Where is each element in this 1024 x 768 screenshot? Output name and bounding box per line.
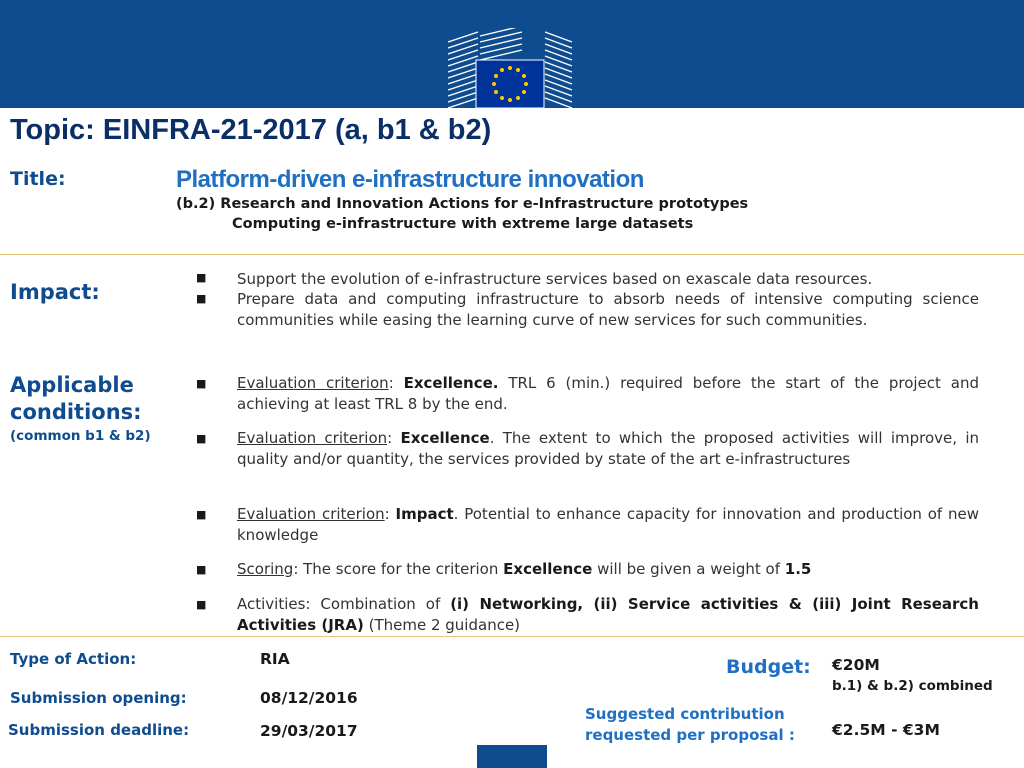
eval-criterion-link: Evaluation criterion bbox=[237, 505, 385, 523]
impact-item-2: Prepare data and computing infrastructure to absorb needs of intensive computing science communities while easing the learning curve of new services for such communities. bbox=[237, 290, 979, 329]
scoring-text-2: will be given a weight of bbox=[597, 560, 781, 578]
european-commission-logo bbox=[440, 28, 580, 108]
bullet-square: ■ bbox=[196, 432, 207, 445]
suggested-line-1: Suggested contribution bbox=[585, 705, 785, 723]
budget-note: b.1) & b.2) combined bbox=[832, 678, 993, 694]
conditions-label-line2: conditions: bbox=[10, 400, 142, 424]
bullet-square: ■ bbox=[196, 377, 207, 390]
topic-heading: Topic: EINFRA-21-2017 (a, b1 & b2) bbox=[10, 114, 492, 146]
bullet-square: ■ bbox=[196, 271, 207, 284]
condition-3-bold: Impact bbox=[395, 505, 454, 523]
scoring-bold: Excellence bbox=[503, 560, 593, 578]
divider-bottom bbox=[0, 636, 1024, 637]
impact-label: Impact: bbox=[10, 280, 100, 304]
scoring-text: : The score for the criterion bbox=[293, 560, 499, 578]
condition-3-text: . Potential to enhance capacity for innovation and production of new knowledge bbox=[237, 505, 979, 544]
budget-label: Budget: bbox=[726, 656, 811, 678]
type-of-action-value: RIA bbox=[260, 650, 290, 668]
condition-item-3: Evaluation criterion: Impact. Potential to enhance capacity for innovation and production of new knowledge bbox=[237, 505, 979, 544]
submission-opening-label: Submission opening: bbox=[10, 689, 187, 707]
eval-criterion-link: Evaluation criterion bbox=[237, 374, 389, 392]
conditions-label-line1: Applicable bbox=[10, 373, 134, 397]
title-subline-1 bbox=[176, 196, 748, 212]
condition-2-bold: Excellence bbox=[400, 429, 490, 447]
activities-bold: (i) Networking, (ii) Service activities & (iii) Joint Research Activities (JRA) bbox=[237, 595, 979, 634]
condition-item-1: Evaluation criterion: Excellence. TRL 6 (min.) required before the start of the project and achieving at least TRL 8 by the end. bbox=[237, 374, 979, 413]
sub1-prefix: (b.2) bbox=[176, 196, 216, 212]
title-main: Platform-driven e-infrastructure innovation bbox=[176, 166, 644, 193]
condition-item-activities bbox=[237, 594, 979, 635]
conditions-label bbox=[10, 372, 142, 426]
suggested-contribution-label bbox=[585, 704, 795, 746]
activities-prefix: Activities: Combination of bbox=[237, 595, 441, 613]
bullet-square: ■ bbox=[196, 292, 207, 305]
submission-deadline-label: Submission deadline: bbox=[8, 721, 190, 739]
conditions-sublabel: (common b1 & b2) bbox=[10, 428, 151, 444]
condition-item-2: Evaluation criterion: Excellence. The extent to which the proposed activities will improve, in quality and/or quantity, the services provided by state of the art e-infrastructures bbox=[237, 429, 979, 468]
condition-1-bold: Excellence. bbox=[403, 374, 499, 392]
bullet-square: ■ bbox=[196, 598, 207, 611]
bullet-square: ■ bbox=[196, 508, 207, 521]
budget-value: €20M bbox=[832, 656, 880, 674]
title-subline-2: Computing e-infrastructure with extreme large datasets bbox=[232, 216, 694, 232]
submission-opening-value: 08/12/2016 bbox=[260, 689, 358, 707]
impact-item-1: Support the evolution of e-infrastructure services based on exascale data resources. bbox=[237, 270, 873, 288]
title-label: Title: bbox=[10, 168, 66, 190]
submission-deadline-value: 29/03/2017 bbox=[260, 722, 358, 740]
condition-2-text: . The extent to which the proposed activities will improve, in quality and/or quantity, the services provided by state of the art e-infrastructures bbox=[237, 429, 979, 468]
type-of-action-label: Type of Action: bbox=[10, 650, 137, 668]
sub1-text: Research and Innovation Actions for e-Infrastructure prototypes bbox=[220, 196, 749, 212]
activities-suffix: (Theme 2 guidance) bbox=[368, 615, 521, 634]
condition-1-text: TRL 6 (min.) required before the start of the project and achieving at least TRL 8 by the end. bbox=[237, 374, 979, 413]
eval-criterion-link: Evaluation criterion bbox=[237, 429, 388, 447]
suggested-line-2: requested per proposal : bbox=[585, 726, 795, 744]
scoring-link: Scoring bbox=[237, 560, 294, 578]
eu-flag-strip bbox=[477, 745, 547, 768]
condition-item-scoring bbox=[237, 559, 979, 580]
suggested-contribution-value: €2.5M - €3M bbox=[832, 721, 940, 739]
bullet-square: ■ bbox=[196, 563, 207, 576]
scoring-weight: 1.5 bbox=[784, 560, 812, 578]
divider-top bbox=[0, 254, 1024, 255]
